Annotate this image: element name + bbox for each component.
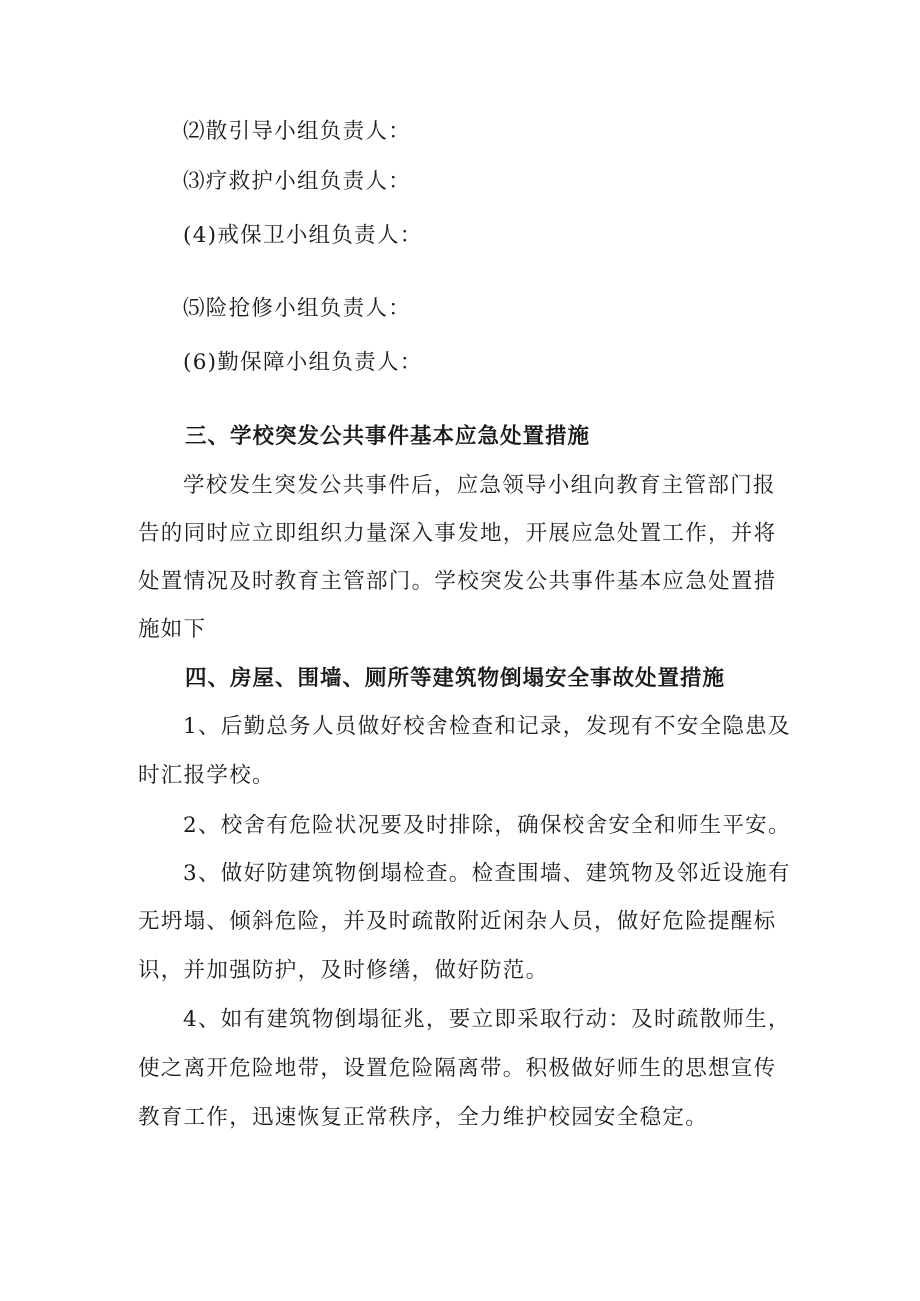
role-line-5: ⑸险抢修小组负责人： bbox=[183, 296, 412, 321]
item3-line-2: 无坍塌、倾斜危险，并及时疏散附近闲杂人员，做好危险提醒标 bbox=[138, 909, 777, 934]
item2-line-1: 2、校舍有危险状况要及时排除，确保校舍安全和师生平安。 bbox=[183, 813, 791, 838]
role-line-3: ⑶疗救护小组负责人： bbox=[183, 169, 412, 194]
section4-title: 四、房屋、围墙、厕所等建筑物倒塌安全事故处置措施 bbox=[185, 666, 726, 691]
item3-line-1: 3、做好防建筑物倒塌检查。检查围墙、建筑物及邻近设施有 bbox=[183, 861, 791, 886]
item4-line-1: 4、如有建筑物倒塌征兆，要立即采取行动：及时疏散师生， bbox=[183, 1007, 791, 1032]
item3-line-3: 识，并加强防护，及时修缮，做好防范。 bbox=[138, 958, 549, 983]
section3-line-2: 告的同时应立即组织力量深入事发地，开展应急处置工作，并将 bbox=[138, 521, 777, 546]
item1-line-1: 1、后勤总务人员做好校舍检查和记录，发现有不安全隐患及 bbox=[183, 714, 791, 739]
section3-line-4: 施如下 bbox=[138, 617, 207, 642]
role-line-2: ⑵散引导小组负责人： bbox=[183, 119, 412, 144]
section3-line-3: 处置情况及时教育主管部门。学校突发公共事件基本应急处置措 bbox=[138, 569, 777, 594]
section3-line-1: 学校发生突发公共事件后，应急领导小组向教育主管部门报 bbox=[183, 473, 776, 498]
item4-line-3: 教育工作，迅速恢复正常秩序，全力维护校园安全稳定。 bbox=[138, 1105, 709, 1130]
item1-line-2: 时汇报学校。 bbox=[138, 763, 275, 788]
role-line-6: (6)勤保障小组负责人： bbox=[183, 350, 423, 375]
role-line-4: (4)戒保卫小组负责人： bbox=[183, 223, 423, 248]
item4-line-2: 使之离开危险地带，设置危险隔离带。积极做好师生的思想宣传 bbox=[138, 1056, 777, 1081]
section3-title: 三、学校突发公共事件基本应急处置措施 bbox=[185, 424, 591, 449]
